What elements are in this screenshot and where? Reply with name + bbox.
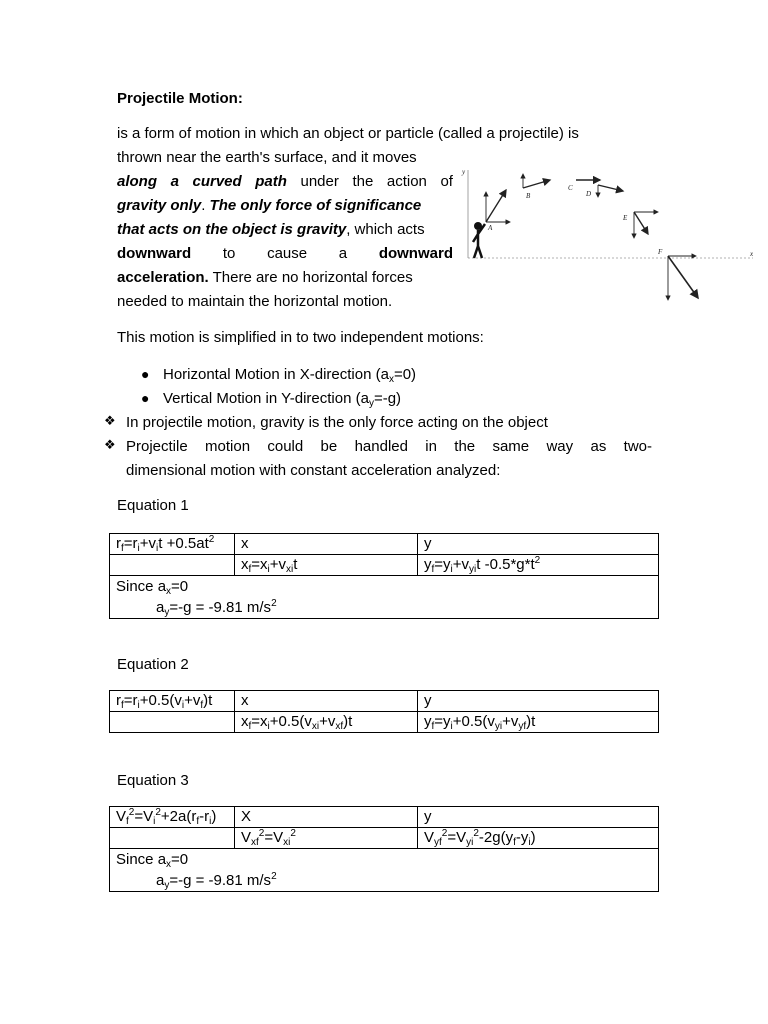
point-c-label: C <box>568 184 573 192</box>
intro-line-1: is a form of motion in which an object or particle (called a projectile) is <box>117 125 579 142</box>
intro-line-2: thrown near the earth's surface, and it moves <box>117 149 417 166</box>
velocity-d <box>598 185 623 191</box>
eq2-y-header: y <box>418 691 659 712</box>
eq2-vector: $r_f=r_i+0.5(v_i+v_f)t$ <box>110 691 235 712</box>
eq1-y: $y_f=y_i+v_{yi}t$ $-0.5*g*t^2$ <box>418 555 659 576</box>
intro-line-7: acceleration. There are no horizontal forces <box>117 269 413 286</box>
point-e-label: E <box>623 214 628 222</box>
diamond-item-2-line-2: dimensional motion with constant acceleration analyzed: <box>126 462 501 479</box>
eq2-x-header: x <box>235 691 418 712</box>
bullet-item-2: Vertical Motion in Y-direction $(a_y=-g)$ <box>163 390 402 409</box>
eq3-note: Since $a_x=0$ $a_y=-g = -9.81$ $m/s^2$ <box>110 849 659 892</box>
eq1-y-header: y <box>418 534 659 555</box>
equation-1-label: Equation 1 <box>117 497 189 514</box>
diamond-item-2-line-1: Projectile motion could be handled in the same way as two- <box>126 438 652 455</box>
eq3-x-header: X <box>235 807 418 828</box>
point-d-label: D <box>586 190 592 198</box>
diamond-marker-2: ❖ <box>104 437 116 452</box>
bullet-dot-2: ● <box>141 390 150 406</box>
intro-line-8: needed to maintain the horizontal motion. <box>117 293 393 310</box>
equation-1-table <box>109 533 659 619</box>
intro-line-5: that acts on the object is gravity, which acts <box>117 221 425 238</box>
y-axis-label: y <box>462 168 466 176</box>
eq1-x: $x_f=x_i+v_{xi}t$ <box>235 555 418 576</box>
eq3-y-header: y <box>418 807 659 828</box>
equation-2-label: Equation 2 <box>117 656 189 673</box>
diamond-marker-1: ❖ <box>104 413 116 428</box>
equation-3-table <box>109 806 659 892</box>
velocity-a <box>486 190 506 222</box>
eq3-y: $V_{yf}^2=V_{yi}^2-2g(y_f-y_i)$ <box>418 828 659 849</box>
intro-line-6: downward to cause a downward <box>117 245 453 262</box>
equation-3-label: Equation 3 <box>117 772 189 789</box>
equation-2-table <box>109 690 659 733</box>
bullet-dot-1: ● <box>141 366 150 382</box>
eq2-y: $y_f=y_i+0.5(v_{yi}+v_{yf})t$ <box>418 712 659 733</box>
velocity-e <box>634 212 648 234</box>
x-axis-label: x <box>750 250 754 258</box>
point-b-label: B <box>526 192 531 200</box>
eq2-x: $x_f=x_i+0.5(v_{xi}+v_{xf})t$ <box>235 712 418 733</box>
eq1-note: Since $a_x=0$ $a_y=-g = -9.81$ $m/s^2$ <box>110 576 659 619</box>
eq3-blank <box>110 828 235 849</box>
intro-line-3: along a curved path under the action of <box>117 173 453 190</box>
point-f-label: F <box>658 248 663 256</box>
eq1-vector: $r_f=r_i+v_it +0.5at^2$ <box>110 534 235 555</box>
eq3-vector: $V_f^2=V_i^2+2a(r_f-r_i)$ <box>110 807 235 828</box>
intro-line-4: gravity only. The only force of significance <box>117 197 422 214</box>
eq2-blank <box>110 712 235 733</box>
page-title: Projectile Motion: <box>117 90 243 107</box>
eq1-blank <box>110 555 235 576</box>
thrower-figure <box>473 222 485 258</box>
point-a-label: A <box>488 224 493 232</box>
projectile-diagram <box>458 160 758 320</box>
eq1-x-header: x <box>235 534 418 555</box>
velocity-f <box>668 256 698 298</box>
eq3-x: $V_{xf}^2=V_{xi}^2$ <box>235 828 418 849</box>
bullet-item-1: Horizontal Motion in X-direction $(a_x=0)$ <box>163 366 417 385</box>
simplified-sentence: This motion is simplified in to two independent motions: <box>117 329 484 346</box>
diamond-item-1: In projectile motion, gravity is the only force acting on the object <box>126 414 548 431</box>
velocity-b <box>523 180 550 188</box>
